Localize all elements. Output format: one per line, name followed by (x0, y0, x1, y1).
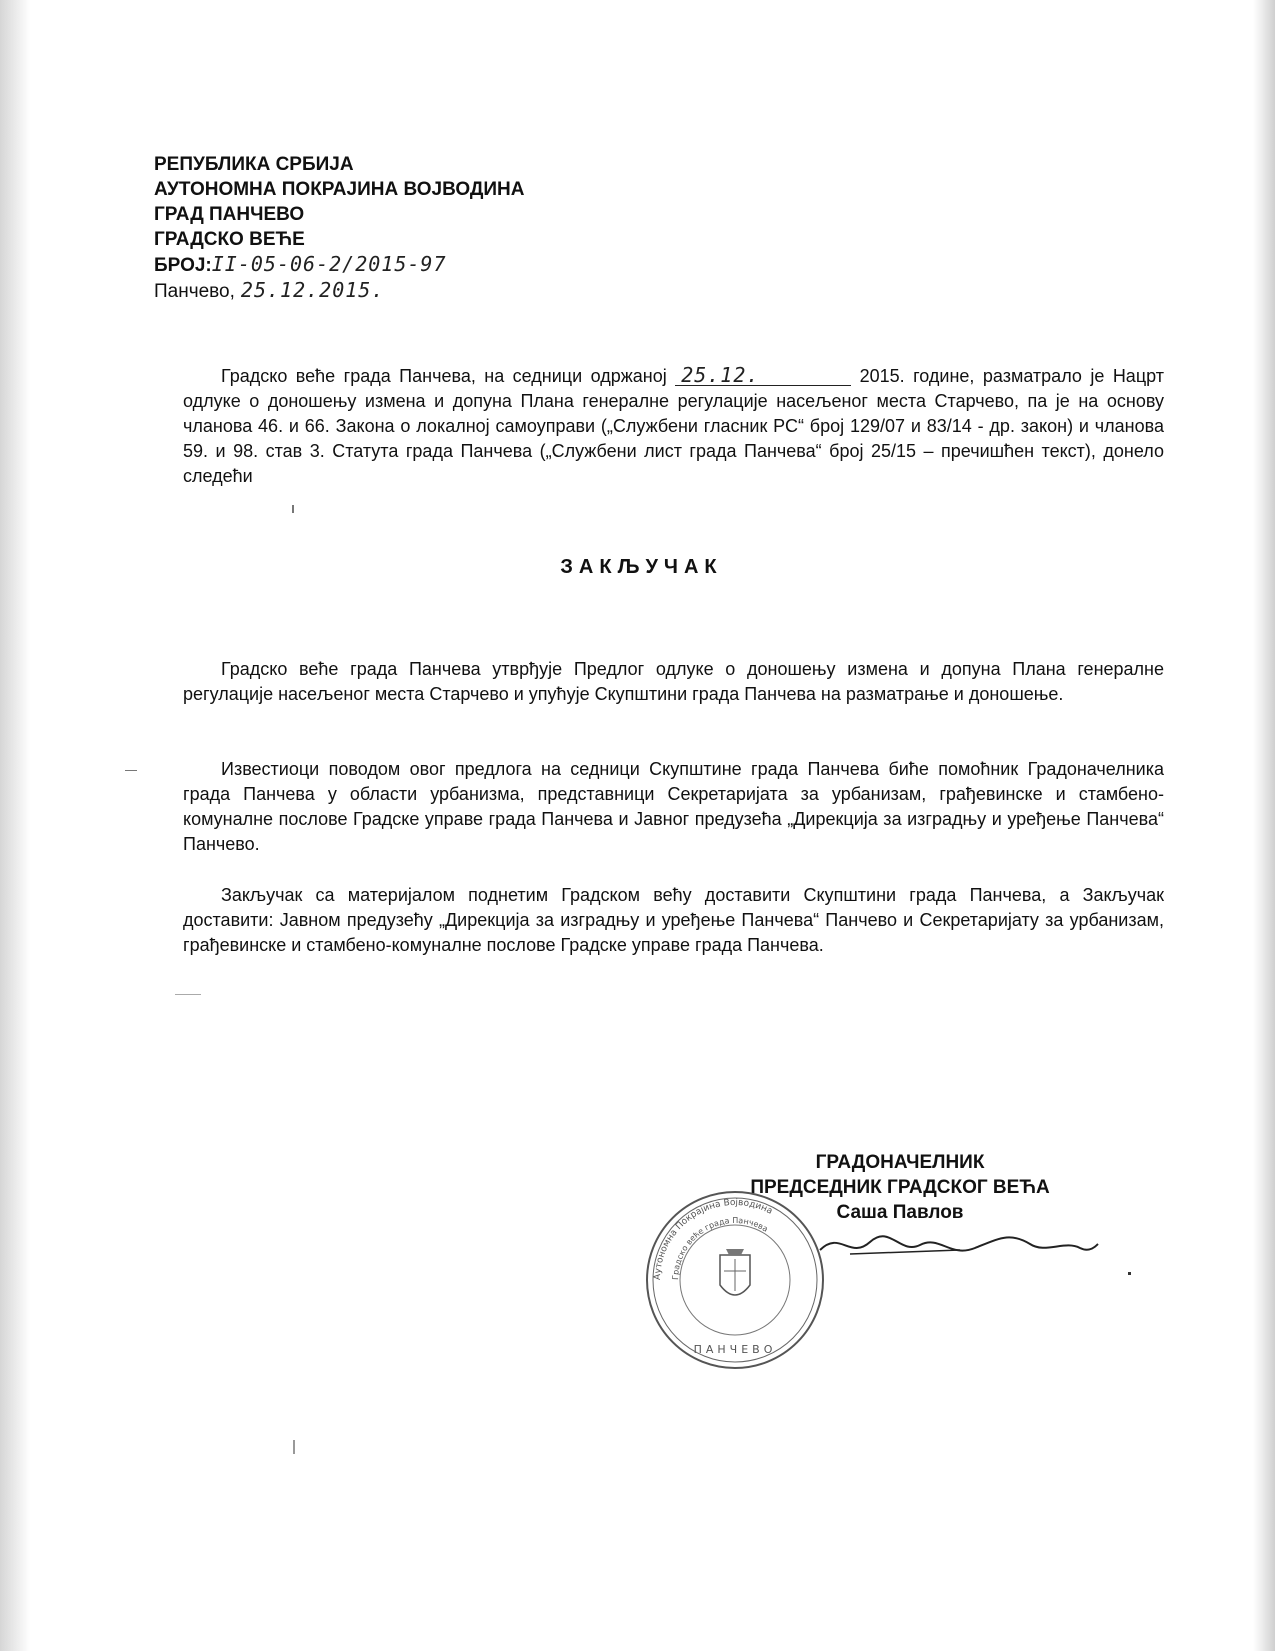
coat-of-arms-icon (720, 1249, 750, 1295)
document-header (154, 152, 754, 304)
official-stamp (640, 1185, 830, 1375)
conclusion-paragraph-1: Градско веће града Панчева утврђује Предлог одлуке о доношењу измена и допуна Плана генералне регулације насељеног места Старчево и упућује Скупштини града Панчева на разматрање и доношење. (183, 659, 1164, 704)
stamp-inner-text: Градско веће града Панчева (670, 1215, 770, 1281)
scan-speck (293, 1440, 295, 1454)
scan-speck (175, 994, 201, 995)
intro-part1: Градско веће града Панчева, на седници одржаној (221, 366, 667, 386)
stamp-outer-text: Аутономна Покрајина Војводина (652, 1197, 774, 1281)
session-date-handwritten: 25.12. (675, 365, 851, 386)
scan-speck (292, 505, 294, 513)
header-council: ГРАДСКО ВЕЋЕ (154, 229, 305, 250)
date-handwritten: 25.12.2015. (240, 278, 385, 302)
document-page (30, 0, 1253, 1651)
signatory-name: Саша Павлов (836, 1202, 964, 1223)
header-country: РЕПУБЛИКА СРБИЈА (154, 154, 354, 175)
conclusion-paragraph-2: Известиоци поводом овог предлога на седници Скупштине града Панчева биће помоћник Градоначелника града Панчева у области урбанизма, представници Секретаријата за урбанизам, грађевинске и стамбено-комуналне послове Градске управе града Панчева и Јавног предузећа „Дирекција за изградњу и уређење Панчева“ Панчево. (183, 759, 1164, 854)
intro-part2: 2015. године, разматрало је Нацрт одлуке о доношењу измена и допуна Плана генералне регулације насељеног места Старчево, па је на основу чланова 46. и 66. Закона о локалној самоуправи („Службени гласник РС“ број 129/07 и 83/14 - др. закон) и чланова 59. и 98. став 3. Статута града Панчева („Службени лист града Панчева“ број 25/15 – пречишћен текст), донело следећи (183, 366, 1164, 486)
scan-edge-right (1253, 0, 1275, 1651)
registry-number-label: БРОЈ: (154, 255, 212, 276)
conclusion-paragraph-3: Закључак са материјалом поднетим Градском већу доставити Скупштини града Панчева, а Закључак доставити: Јавном предузећу „Дирекција за изградњу и уређење Панчева“ Панчево и Секретаријату за урбанизам, грађевинске и стамбено-комуналне послове Градске управе града Панчева. (183, 885, 1164, 955)
stamp-city: ПАНЧЕВО (693, 1343, 777, 1356)
scan-speck (125, 770, 137, 771)
signatory-title-mayor: ГРАДОНАЧЕЛНИК (815, 1152, 985, 1173)
scan-edge-left (0, 0, 30, 1651)
registry-number-handwritten: II-05-06-2/2015-97 (211, 252, 447, 276)
handwritten-signature (810, 1220, 1100, 1270)
header-province: АУТОНОМНА ПОКРАЈИНА ВОЈВОДИНА (154, 179, 525, 200)
place-date-line (154, 278, 754, 304)
document-title: ЗАКЉУЧАК (560, 556, 723, 578)
scan-speck (1128, 1272, 1131, 1275)
header-city: ГРАД ПАНЧЕВО (154, 204, 305, 225)
registry-number-line (154, 252, 754, 278)
intro-paragraph (183, 364, 1164, 489)
place-label: Панчево, (154, 281, 235, 302)
signatory-title-president: ПРЕДСЕДНИК ГРАДСКОГ ВЕЋА (750, 1177, 1050, 1198)
